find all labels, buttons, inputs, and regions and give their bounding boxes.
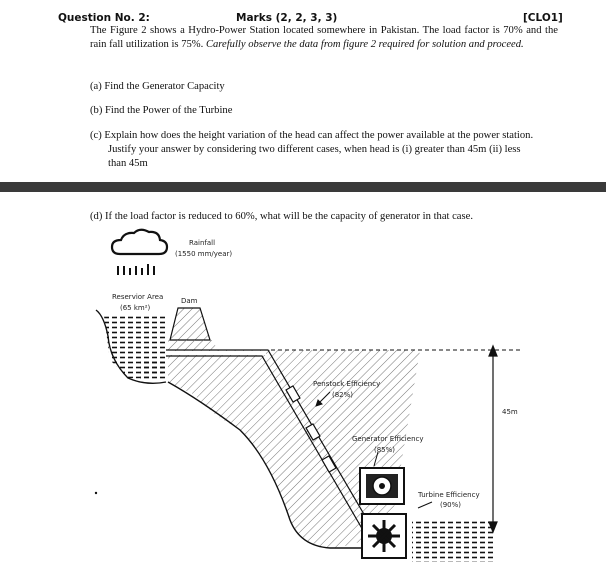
intro-text: The Figure 2 shows a Hydro-Power Station located somewhere in Pakistan. The load factor is 70% and the rain fall utilization is 75%. [90, 25, 558, 50]
intro-italic: Carefully observe the data from figure 2 required for solution and proceed. [205, 39, 524, 50]
dam-label: Dam [181, 297, 198, 305]
marks-label: Marks (2, 2, 3, 3) [236, 12, 338, 24]
part-b: (b) Find the Power of the Turbine [90, 105, 233, 116]
dam-structure [170, 308, 210, 340]
clo-label: [CLO1] [523, 12, 563, 24]
head-label: 45m [502, 408, 518, 416]
rainfall-value: (1550 mm/year) [175, 250, 233, 258]
question-number: Question No. 2: [58, 12, 150, 24]
rainfall-title: Rainfall [189, 239, 216, 247]
penstock-title: Penstock Efficiency [313, 380, 381, 388]
generator-title: Generator Efficiency [352, 435, 424, 443]
reservoir-water-lower [140, 360, 168, 380]
head-arrow [489, 346, 497, 532]
reservoir-value: (65 km²) [120, 304, 151, 312]
generator-icon [360, 468, 404, 504]
generator-value: (85%) [374, 446, 396, 454]
part-c-line1: (c) Explain how does the height variation of the head can affect the power available at the power station. [90, 130, 534, 141]
cloud-icon [112, 230, 167, 254]
turbine-title: Turbine Efficiency [418, 491, 480, 499]
turbine-icon [362, 514, 406, 558]
part-c-line3: than 45m [108, 158, 148, 169]
part-a: (a) Find the Generator Capacity [90, 81, 225, 92]
part-c-line2: Justify your answer by considering two different cases, when head is (i) greater than 45m (ii) less [108, 144, 521, 155]
part-d: (d) If the load factor is reduced to 60%, what will be the capacity of generator in that case. [90, 211, 473, 222]
rain-icon [118, 264, 154, 275]
turbine-value: (90%) [440, 501, 462, 509]
reservoir-title: Reservior Area [112, 293, 164, 301]
penstock-value: (82%) [332, 391, 354, 399]
tailrace-water [412, 520, 496, 562]
